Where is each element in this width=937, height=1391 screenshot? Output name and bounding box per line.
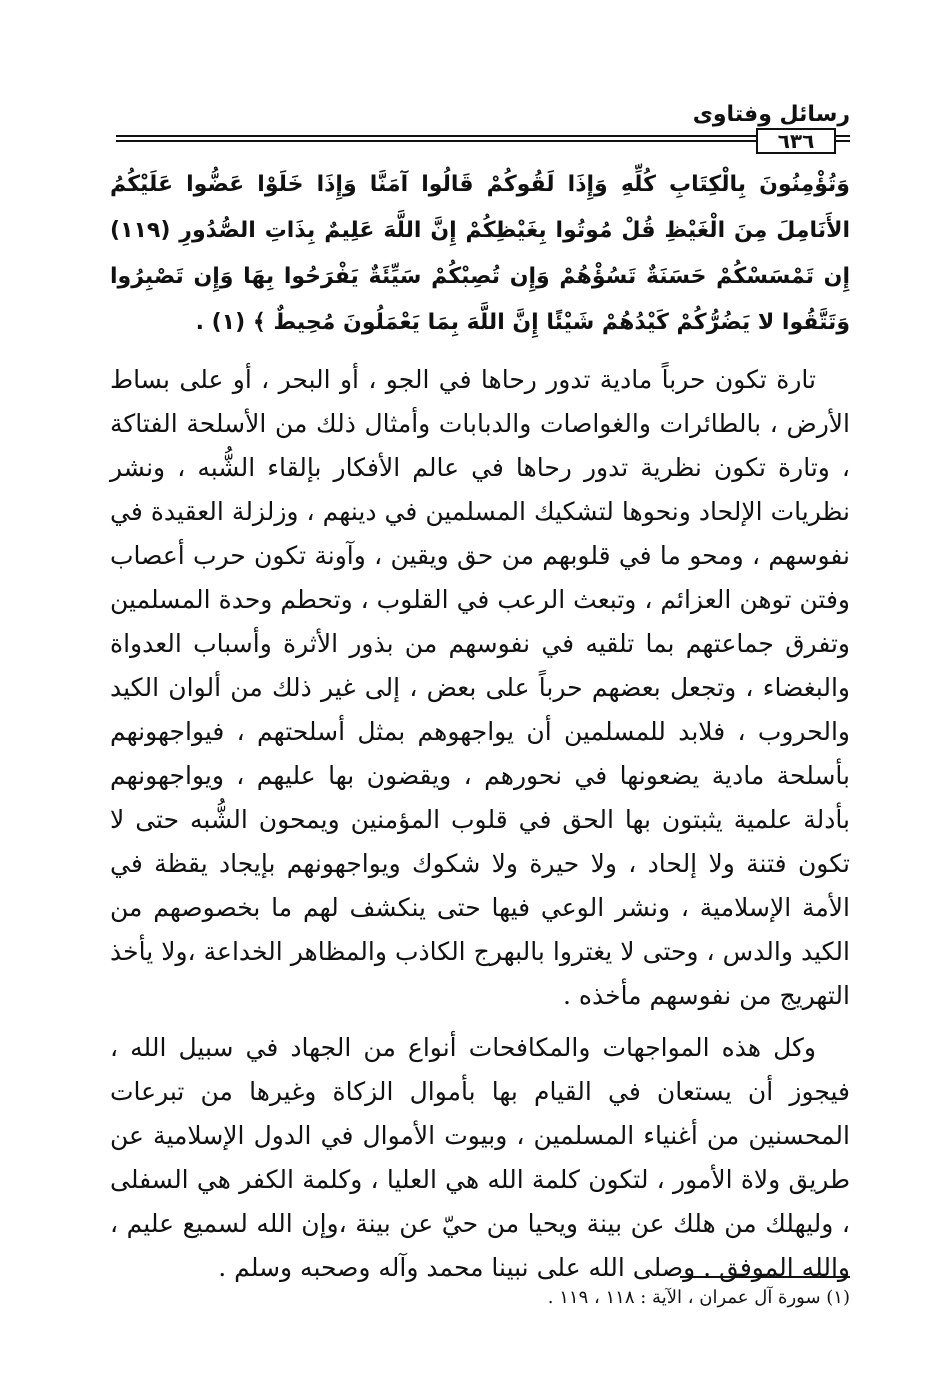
page-header [116, 100, 850, 152]
paragraph-1: تارة تكون حرباً مادية تدور رحاها في الجو ، أو البحر ، أو على بساط الأرض ، بالطائرات والغواصات والدبابات وأمثال ذلك من الأسلحة الفتاكة ، وتارة تكون نظرية تدور رحاها في عالم الأفكار بإلقاء الشُّبه ، ونشر نظريات الإلحاد ونحوها لتشكيك المسلمين في دينهم ، وزلزلة العقيدة في نفوسهم ، ومحو ما في قلوبهم من حق ويقين ، وآونة تكون حرب أعصاب وفتن توهن العزائم ، وتبعث الرعب في القلوب ، وتحطم وحدة المسلمين وتفرق جماعتهم بما تلقيه في نفوسهم من بذور الأثرة وأسباب العدواة والبغضاء ، وتجعل بعضهم حرباً على بعض ، إلى غير ذلك من ألوان الكيد والحروب ، فلابد للمسلمين أن يواجهوهم بمثل أسلحتهم ، فيواجهونهم بأسلحة مادية يضعونها في نحورهم ، ويقضون بها عليهم ، ويواجهونهم بأدلة علمية يثبتون بها الحق في قلوب المؤمنين ويمحون الشُّبه حتى لا تكون فتنة ولا إلحاد ، ولا حيرة ولا شكوك ويواجهونهم بإيجاد يقظة في الأمة الإسلامية ، ونشر الوعي فيها حتى ينكشف لهم ما بخصوصهم من الكيد والدس ، وحتى لا يغتروا بالبهرج الكاذب والمظاهر الخداعة ،ولا يأخذ التهريج من نفوسهم مأخذه . [110, 365, 850, 1010]
header-rule [116, 132, 756, 146]
footnote-separator [680, 1276, 850, 1278]
footnote: (١) سورة آل عمران ، الآية : ١١٨ ، ١١٩ . [547, 1287, 850, 1308]
book-title: رسائل وفتاوى [692, 102, 850, 127]
paragraph-2: وكل هذه المواجهات والمكافحات أنواع من الجهاد في سبيل الله ، فيجوز أن يستعان في القيام بها بأموال الزكاة وغيرها من تبرعات المحسنين من أغنياء المسلمين ، وبيوت الأموال في الدول الإسلامية عن طريق ولاة الأمور ، لتكون كلمة الله هي العليا ، وكلمة الكفر هي السفلى ، وليهلك من هلك عن بينة ويحيا من حيّ عن بينة ،وإن الله لسميع عليم ، والله الموفق . وصلى الله على نبينا محمد وآله وصحبه وسلم . [110, 1033, 850, 1282]
page-body [110, 162, 850, 1298]
quran-verse: وَتُؤْمِنُونَ بِالْكِتَابِ كُلِّهِ وَإِذَا لَقُوكُمْ قَالُوا آمَنَّا وَإِذَا خَلَوْا عَضُّوا عَلَيْكُمُ الأَنَامِلَ مِنَ الْغَيْظِ قُلْ مُوتُوا بِغَيْظِكُمْ إِنَّ اللَّهَ عَلِيمٌ بِذَاتِ الصُّدُورِ (١١٩) إِن تَمْسَسْكُمْ حَسَنَةٌ تَسُؤْهُمْ وَإِن تُصِبْكُمْ سَيِّئَةٌ يَفْرَحُوا بِهَا وَإِن تَصْبِرُوا وَتَتَّقُوا لا يَضُرُّكُمْ كَيْدُهُمْ شَيْئًا إِنَّ اللَّهَ بِمَا يَعْمَلُونَ مُحِيطٌ ﴾ (١) . [110, 172, 850, 335]
header-rule-right [836, 132, 850, 146]
page-number: ٦٣٦ [756, 128, 836, 154]
